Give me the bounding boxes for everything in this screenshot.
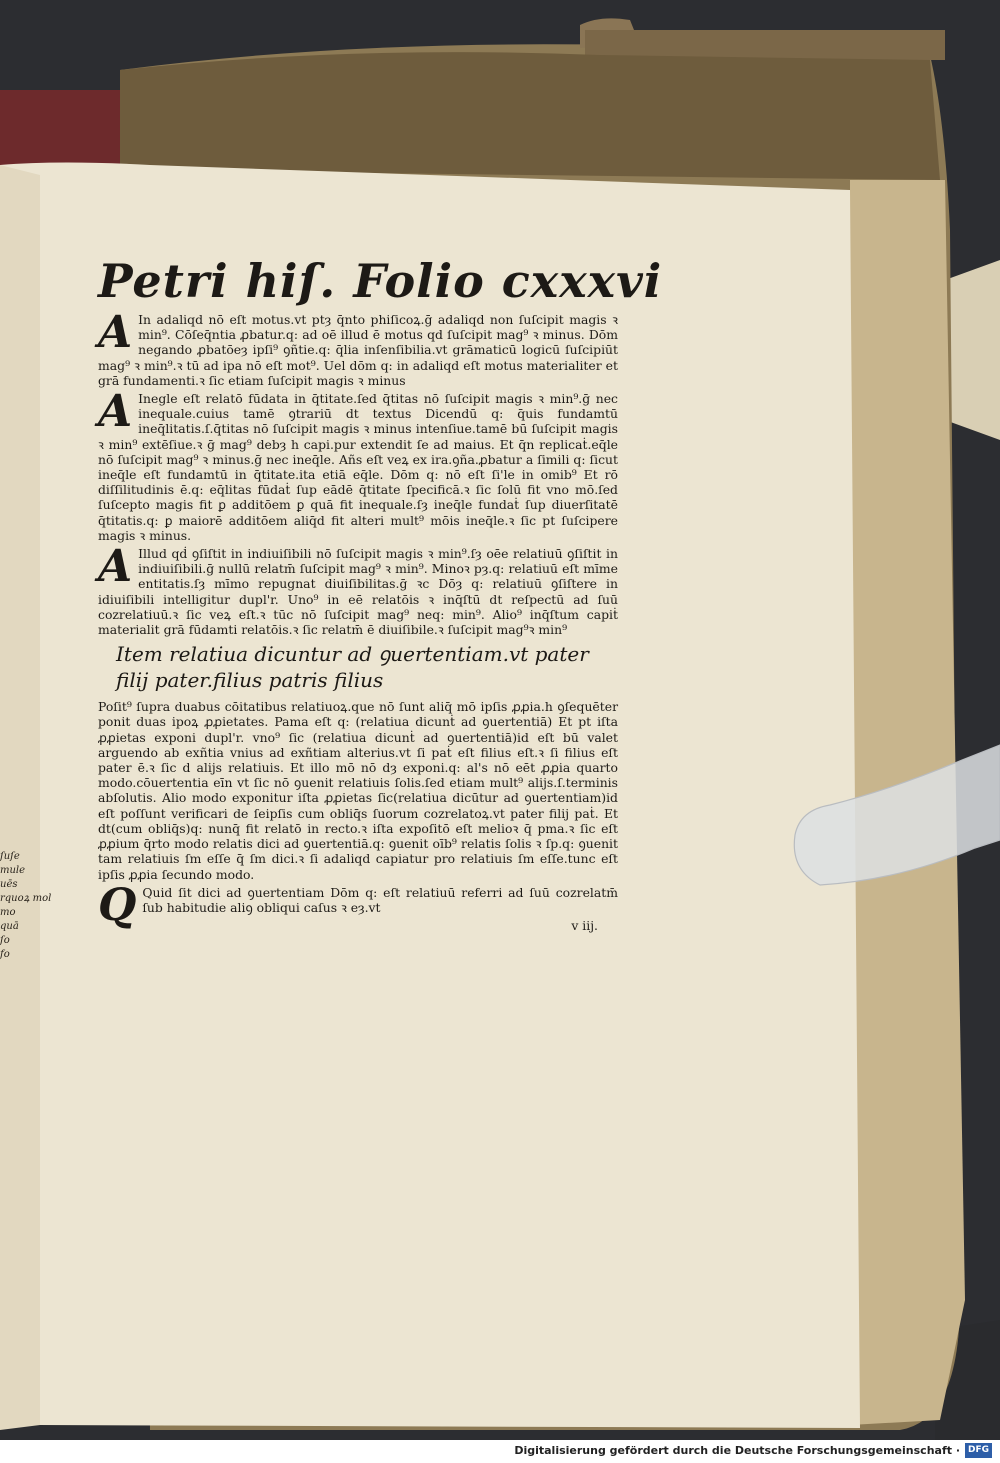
lemma-heading: Item relatiua dicuntur ad ꝯuertentiam.vt pater filij pater.filius patris filius bbox=[116, 642, 589, 693]
footer-credit: Digitalisierung gefördert durch die Deutsche Forschungsgemeinschaft · bbox=[514, 1444, 960, 1457]
commentary-paragraph-1: Poſit⁹ ſupra duabus cōitatibus relatiuoꝝ.que nō ſunt aliq̄ mō ipſis ꝓꝓia.h ꝯſequēter ponit duas ipoꝝ ꝓꝓietates. Pama eſt q: (relatiua dicunṫ ad ꝯuertentiā) Et pt iſta ꝓꝓietas exponi dupl'r. vno⁹ ſic (relatiua dicunṫ ad ꝯuertentiā)id eſt bū valet arguendo ab exñtia vnius ad exñtiam alterius.vt ſi paṫ eſt filius eſt.ꝛ ſi filius eſt pater ē.ꝛ ſic d alijs relatiuis. Et illo mō nō dȝ exponi.q: al's nō eēt ꝓꝓia quarto modo.cōuertentia eīn vt ſic nō ꝯuenit relatiuis ſolis.ſed etiam mult⁹ alijs.ſ.terminis abſolutis. Alio modo exponitur iſta ꝓꝓietas ſic(relatiua dicūtur ad ꝯuertentiam)id eſt poſſunt verificari de ſeipſis cum obliq̄s ſuorum cozrelatoꝝ.vt pater filij paṫ. Et dt(cum obliq̄s)q: nunq̄ fit relatō in recto.ꝛ iſta expoſitō eſt melioꝛ q̄ pma.ꝛ ſic eſt ꝓꝓium q̄rto modo relatis dici ad ꝯuertentiā.q: ꝯuenit oīb⁹ relatis ſolis ꝛ ſp.q: ꝯuenit tam relatiuis ſm eſſe q̄ ſm dici.ꝛ ſi adaliqd capiatur pro relatiuis ſm eſſe.tunc eſt ipſis ꝓꝓia ſecundo modo. bbox=[98, 699, 618, 882]
page-header: Petri hiſ. Folio cxxxvi bbox=[98, 254, 663, 308]
question-text-1: In adaliqd nō eſt motus.vt ptȝ q̄nto phiſicoꝝ.ḡ adaliqd non ſuſcipit magis ꝛ min⁹. Cōſeq̄ntia ꝓbatur.q: ad oē illud ē motus qd ſuſcipit mag⁹ ꝛ minus. Dōm negando ꝓbatōeȝ ipſi⁹ ꝯñtie.q: q̄lia inſenſibilia.vt grāmaticū logicū ſuſcipiūt mag⁹ ꝛ min⁹.ꝛ tū ad ipa nō eſt mot⁹. Uel dōm q: in adaliqd eſt motus materialiter et grā fundamenti.ꝛ ſic etiam ſuſcipit magis ꝛ minus bbox=[98, 312, 618, 388]
question-text-3: Illud qḋ ꝯſiſtit in indiuiſibili nō ſuſcipit magis ꝛ min⁹.ſȝ oēe relatiuū ꝯſiſtit in indiuiſibili.ḡ nullū relatm̄ ſuſcipit mag⁹ ꝛ min⁹. Minoꝛ pȝ.q: relatiuū eſt mīme entitatis.ſȝ mīmo repugnat diuiſibilitas.ḡ ꝛc Dōȝ q: relatiuū ꝯſiſtere in idiuiſibili intelligitur dupl'r. Uno⁹ in eē relatōis ꝛ inq̄ſtū dt reſpectū ad ſuū cozrelatiuū.ꝛ ſic veꝝ eſt.ꝛ tūc nō ſuſcipit mag⁹ neq: min⁹. Alio⁹ inq̄ſtum capiṫ materialit grā fūdamti relatōis.ꝛ ſic relatm̄ ē diuiſibile.ꝛ ſuſcipit mag⁹ꝛ min⁹ bbox=[98, 546, 618, 638]
question-paragraph-1 bbox=[98, 307, 618, 388]
signature-mark: v iij. bbox=[571, 918, 598, 934]
drop-initial: A bbox=[98, 386, 133, 438]
spine-fragment-text: ſuſe mule uēs rquoꝝ mo quā ſo fo bbox=[0, 851, 30, 960]
dfg-logo[interactable]: DFG bbox=[965, 1443, 992, 1458]
question-paragraph-2 bbox=[98, 386, 618, 543]
footer-bar bbox=[0, 1440, 1000, 1463]
question-paragraph-3 bbox=[98, 541, 618, 638]
page-text-block bbox=[98, 254, 663, 934]
drop-initial: Q bbox=[98, 879, 137, 931]
question-text-2: Inegle eſt relatō fūdata in q̄titate.ſed q̄titas nō ſuſcipit magis ꝛ min⁹.ḡ nec inequale.cuius tamē ꝯtrariū dt textus Dicendū q: q̄uis fundamtū ineq̄litatis.ſ.q̄titas nō ſuſcipit magis ꝛ minus intenſiue.tamē bū ſuſcipit magis ꝛ min⁹ extēſiue.ꝛ ḡ mag⁹ debȝ h capi.pur extendit ſe ad maius. Et q̄n replicaṫ.eq̄le nō ſuſcipit mag⁹ ꝛ minus.ḡ nec ineq̄le. Añs eſt veꝝ ex ira.ꝯña.ꝓbatur a ſimili q: ſicut ineq̄le eſt fundamtū in q̄titate.ita etiā eq̄le. Dōm q: nō eſt ſi'le in omib⁹ Et rō diſſilitudinis ē.q: eq̄litas fūdaṫ ſup eādē q̄titate ſpecificā.ꝛ ſic ſolū fit vno mō.ſed ſuſcepto magis fit ꝑ additōem ꝑ quā fit inequale.ſȝ ineq̄le fundaṫ ſup diuerſitatē q̄titatis.q: ꝑ maiorē additōem aliq̄d fit alteri mult⁹ mōis ineq̄le.ꝛ ſic pt ſuſcipere magis ꝛ minus. bbox=[98, 391, 618, 543]
drop-initial: A bbox=[98, 307, 133, 358]
drop-initial: A bbox=[98, 541, 133, 593]
commentary-text-2: Quid ſit dici ad ꝯuertentiam Dōm q: eſt relatiuū referri ad ſuū cozrelatm̄ ſub habitudie aliꝯ obliqui caſus ꝛ eȝ.vt bbox=[142, 884, 618, 915]
